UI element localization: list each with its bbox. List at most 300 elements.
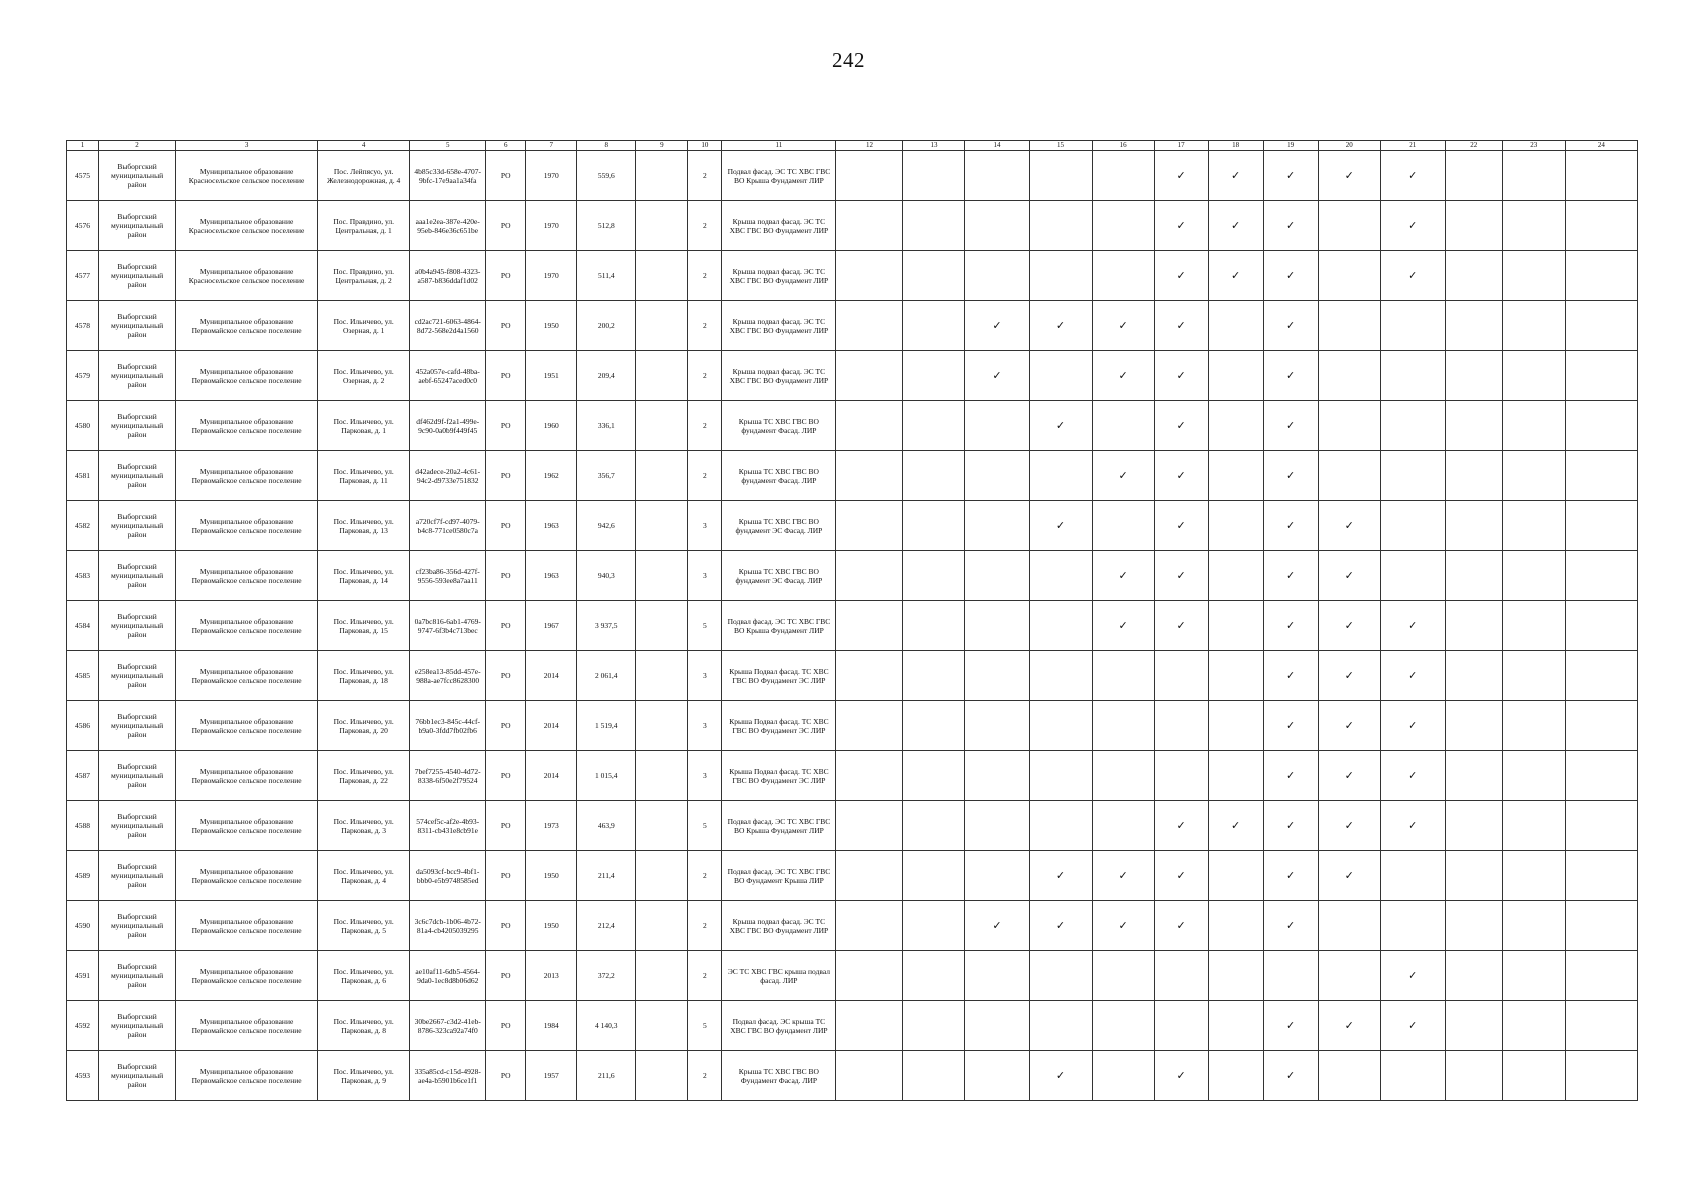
floors-cell: 5: [688, 801, 722, 851]
work-column-20-cell: [1318, 451, 1380, 501]
building-code-cell: cf23ba86-356d-427f-9556-593ee8a7aa11: [410, 551, 486, 601]
checkmark-icon: ✓: [1408, 719, 1418, 732]
checkmark-icon: ✓: [1286, 769, 1296, 782]
checkmark-icon: ✓: [1286, 269, 1296, 282]
column-number-header: 19: [1263, 141, 1318, 151]
work-column-18-cell: [1208, 1051, 1263, 1101]
checkmark-icon: ✓: [1118, 619, 1128, 632]
checkmark-icon: ✓: [1344, 569, 1354, 582]
work-column-24-cell: [1565, 1001, 1637, 1051]
work-column-24-cell: [1565, 701, 1637, 751]
work-column-20-cell: [1318, 801, 1380, 851]
column-number-header: 18: [1208, 141, 1263, 151]
work-column-15-cell: [1029, 1051, 1092, 1101]
building-code-cell: e258ea13-85dd-457e-988a-ae7fcc8628300: [410, 651, 486, 701]
table-row: [67, 351, 1638, 401]
column-9-cell: [636, 851, 688, 901]
area-cell: 212,4: [577, 901, 636, 951]
municipality-cell: Муниципальное образование Первомайское сельское поселение: [176, 901, 318, 951]
work-column-22-cell: [1445, 801, 1502, 851]
column-number-header: 6: [486, 141, 526, 151]
work-column-16-cell: [1092, 751, 1154, 801]
area-cell: 4 140,3: [577, 1001, 636, 1051]
address-cell: Пос. Ильичево, ул. Парковая, д. 13: [318, 501, 410, 551]
works-list-cell: Крыша подвал фасад. ЭС ТС ХВС ГВС ВО Фундамент ЛИР: [722, 201, 836, 251]
table-row: [67, 201, 1638, 251]
work-column-18-cell: [1208, 301, 1263, 351]
column-number-header: 20: [1318, 141, 1380, 151]
work-column-21-cell: [1380, 751, 1445, 801]
works-list-cell: Крыша ТС ХВС ГВС ВО фундамент Фасад. ЛИР: [722, 451, 836, 501]
work-column-22-cell: [1445, 201, 1502, 251]
checkmark-icon: ✓: [1176, 869, 1186, 882]
work-column-17-cell: [1154, 601, 1208, 651]
work-column-19-cell: [1263, 751, 1318, 801]
work-column-21-cell: [1380, 701, 1445, 751]
work-column-24-cell: [1565, 851, 1637, 901]
work-column-13-cell: [903, 401, 965, 451]
fund-form-cell: РО: [486, 951, 526, 1001]
checkmark-icon: ✓: [1286, 1019, 1296, 1032]
work-column-21-cell: [1380, 501, 1445, 551]
work-column-12-cell: [836, 501, 903, 551]
work-column-17-cell: [1154, 1051, 1208, 1101]
district-cell: Выборгский муниципальный район: [99, 651, 176, 701]
work-column-17-cell: [1154, 501, 1208, 551]
work-column-23-cell: [1502, 701, 1565, 751]
checkmark-icon: ✓: [1286, 219, 1296, 232]
work-column-15-cell: [1029, 951, 1092, 1001]
row-number: 4589: [67, 851, 99, 901]
checkmark-icon: ✓: [1286, 469, 1296, 482]
municipality-cell: Муниципальное образование Первомайское сельское поселение: [176, 801, 318, 851]
municipality-cell: Муниципальное образование Красносельское сельское поселение: [176, 151, 318, 201]
work-column-20-cell: [1318, 951, 1380, 1001]
district-cell: Выборгский муниципальный район: [99, 451, 176, 501]
address-cell: Пос. Ильичево, ул. Парковая, д. 5: [318, 901, 410, 951]
table-row: [67, 651, 1638, 701]
work-column-13-cell: [903, 351, 965, 401]
work-column-24-cell: [1565, 201, 1637, 251]
checkmark-icon: ✓: [1286, 919, 1296, 932]
area-cell: 942,6: [577, 501, 636, 551]
checkmark-icon: ✓: [1118, 869, 1128, 882]
checkmark-icon: ✓: [1231, 219, 1241, 232]
works-list-cell: Крыша ТС ХВС ГВС ВО фундамент ЭС Фасад. ЛИР: [722, 551, 836, 601]
checkmark-icon: ✓: [1176, 369, 1186, 382]
checkmark-icon: ✓: [1055, 419, 1066, 432]
year-cell: 1967: [526, 601, 577, 651]
row-number: 4590: [67, 901, 99, 951]
work-column-17-cell: [1154, 401, 1208, 451]
work-column-23-cell: [1502, 251, 1565, 301]
work-column-19-cell: [1263, 251, 1318, 301]
district-cell: Выборгский муниципальный район: [99, 801, 176, 851]
work-column-17-cell: [1154, 901, 1208, 951]
work-column-18-cell: [1208, 951, 1263, 1001]
table-row: [67, 501, 1638, 551]
work-column-24-cell: [1565, 751, 1637, 801]
work-column-14-cell: [965, 351, 1029, 401]
work-column-23-cell: [1502, 401, 1565, 451]
table-row: [67, 601, 1638, 651]
column-9-cell: [636, 751, 688, 801]
work-column-20-cell: [1318, 651, 1380, 701]
work-column-21-cell: [1380, 301, 1445, 351]
work-column-16-cell: [1092, 151, 1154, 201]
work-column-18-cell: [1208, 351, 1263, 401]
work-column-17-cell: [1154, 351, 1208, 401]
work-column-24-cell: [1565, 951, 1637, 1001]
column-9-cell: [636, 901, 688, 951]
floors-cell: 2: [688, 351, 722, 401]
area-cell: 372,2: [577, 951, 636, 1001]
work-column-23-cell: [1502, 751, 1565, 801]
checkmark-icon: ✓: [1344, 669, 1354, 682]
work-column-19-cell: [1263, 301, 1318, 351]
checkmark-icon: ✓: [1176, 469, 1186, 482]
fund-form-cell: РО: [486, 551, 526, 601]
area-cell: 211,4: [577, 851, 636, 901]
works-list-cell: Подвал фасад. ЭС ТС ХВС ГВС ВО Крыша Фундамент ЛИР: [722, 601, 836, 651]
checkmark-icon: ✓: [1176, 619, 1186, 632]
checkmark-icon: ✓: [1286, 569, 1296, 582]
work-column-20-cell: [1318, 501, 1380, 551]
work-column-21-cell: [1380, 901, 1445, 951]
checkmark-icon: ✓: [1344, 719, 1354, 732]
work-column-19-cell: [1263, 1001, 1318, 1051]
column-9-cell: [636, 201, 688, 251]
works-list-cell: Крыша подвал фасад. ЭС ТС ХВС ГВС ВО Фундамент ЛИР: [722, 901, 836, 951]
work-column-22-cell: [1445, 651, 1502, 701]
year-cell: 1970: [526, 201, 577, 251]
fund-form-cell: РО: [486, 801, 526, 851]
column-number-header: 24: [1565, 141, 1637, 151]
works-list-cell: Подвал фасад. ЭС крыша ТС ХВС ГВС ВО фундамент ЛИР: [722, 1001, 836, 1051]
work-column-24-cell: [1565, 901, 1637, 951]
work-column-17-cell: [1154, 301, 1208, 351]
row-number: 4576: [67, 201, 99, 251]
municipality-cell: Муниципальное образование Первомайское сельское поселение: [176, 1001, 318, 1051]
work-column-15-cell: [1029, 601, 1092, 651]
table-row: [67, 901, 1638, 951]
checkmark-icon: ✓: [1176, 219, 1186, 232]
column-number-header: 5: [410, 141, 486, 151]
municipality-cell: Муниципальное образование Первомайское сельское поселение: [176, 851, 318, 901]
work-column-18-cell: [1208, 401, 1263, 451]
work-column-16-cell: [1092, 251, 1154, 301]
work-column-18-cell: [1208, 551, 1263, 601]
column-9-cell: [636, 551, 688, 601]
district-cell: Выборгский муниципальный район: [99, 301, 176, 351]
floors-cell: 2: [688, 1051, 722, 1101]
column-9-cell: [636, 1051, 688, 1101]
work-column-20-cell: [1318, 551, 1380, 601]
fund-form-cell: РО: [486, 401, 526, 451]
work-column-18-cell: [1208, 151, 1263, 201]
floors-cell: 3: [688, 551, 722, 601]
fund-form-cell: РО: [486, 751, 526, 801]
checkmark-icon: ✓: [1408, 969, 1418, 982]
year-cell: 1970: [526, 151, 577, 201]
fund-form-cell: РО: [486, 601, 526, 651]
district-cell: Выборгский муниципальный район: [99, 601, 176, 651]
district-cell: Выборгский муниципальный район: [99, 501, 176, 551]
work-column-23-cell: [1502, 851, 1565, 901]
checkmark-icon: ✓: [1286, 819, 1296, 832]
work-column-16-cell: [1092, 651, 1154, 701]
work-column-19-cell: [1263, 151, 1318, 201]
column-number-header: 1: [67, 141, 99, 151]
area-cell: 940,3: [577, 551, 636, 601]
work-column-12-cell: [836, 151, 903, 201]
building-code-cell: 452a057e-cafd-48ba-aebf-65247aced0c0: [410, 351, 486, 401]
column-9-cell: [636, 701, 688, 751]
checkmark-icon: ✓: [1055, 519, 1066, 532]
work-column-21-cell: [1380, 1051, 1445, 1101]
checkmark-icon: ✓: [1286, 169, 1296, 182]
work-column-22-cell: [1445, 1051, 1502, 1101]
work-column-22-cell: [1445, 851, 1502, 901]
table-row: [67, 801, 1638, 851]
work-column-21-cell: [1380, 601, 1445, 651]
work-column-22-cell: [1445, 501, 1502, 551]
work-column-22-cell: [1445, 601, 1502, 651]
address-cell: Пос. Лейпясуо, ул. Железнодорожная, д. 4: [318, 151, 410, 201]
work-column-14-cell: [965, 701, 1029, 751]
table-row: [67, 301, 1638, 351]
work-column-16-cell: [1092, 901, 1154, 951]
work-column-13-cell: [903, 651, 965, 701]
work-column-14-cell: [965, 451, 1029, 501]
checkmark-icon: ✓: [1286, 519, 1296, 532]
work-column-14-cell: [965, 751, 1029, 801]
work-column-21-cell: [1380, 151, 1445, 201]
work-column-22-cell: [1445, 451, 1502, 501]
work-column-15-cell: [1029, 301, 1092, 351]
work-column-15-cell: [1029, 201, 1092, 251]
district-cell: Выборгский муниципальный район: [99, 351, 176, 401]
work-column-14-cell: [965, 301, 1029, 351]
work-column-17-cell: [1154, 801, 1208, 851]
table-row: [67, 851, 1638, 901]
row-number: 4593: [67, 1051, 99, 1101]
work-column-23-cell: [1502, 1001, 1565, 1051]
floors-cell: 2: [688, 201, 722, 251]
work-column-20-cell: [1318, 301, 1380, 351]
work-column-12-cell: [836, 1051, 903, 1101]
area-cell: 1 519,4: [577, 701, 636, 751]
address-cell: Пос. Ильичево, ул. Парковая, д. 9: [318, 1051, 410, 1101]
work-column-13-cell: [903, 901, 965, 951]
fund-form-cell: РО: [486, 701, 526, 751]
checkmark-icon: ✓: [1408, 1019, 1418, 1032]
work-column-24-cell: [1565, 601, 1637, 651]
work-column-13-cell: [903, 1051, 965, 1101]
row-number: 4585: [67, 651, 99, 701]
work-column-18-cell: [1208, 1001, 1263, 1051]
work-column-16-cell: [1092, 551, 1154, 601]
year-cell: 1984: [526, 1001, 577, 1051]
work-column-18-cell: [1208, 451, 1263, 501]
column-number-header: 13: [903, 141, 965, 151]
district-cell: Выборгский муниципальный район: [99, 951, 176, 1001]
column-number-header: 9: [636, 141, 688, 151]
area-cell: 2 061,4: [577, 651, 636, 701]
floors-cell: 5: [688, 601, 722, 651]
municipality-cell: Муниципальное образование Первомайское сельское поселение: [176, 651, 318, 701]
works-list-cell: Крыша подвал фасад. ЭС ТС ХВС ГВС ВО Фундамент ЛИР: [722, 351, 836, 401]
work-column-23-cell: [1502, 901, 1565, 951]
work-column-17-cell: [1154, 951, 1208, 1001]
work-column-19-cell: [1263, 201, 1318, 251]
work-column-12-cell: [836, 651, 903, 701]
checkmark-icon: ✓: [1176, 819, 1186, 832]
work-column-14-cell: [965, 801, 1029, 851]
checkmark-icon: ✓: [1286, 319, 1296, 332]
year-cell: 1957: [526, 1051, 577, 1101]
municipality-cell: Муниципальное образование Первомайское сельское поселение: [176, 401, 318, 451]
address-cell: Пос. Ильичево, ул. Парковая, д. 6: [318, 951, 410, 1001]
work-column-24-cell: [1565, 1051, 1637, 1101]
year-cell: 1950: [526, 901, 577, 951]
work-column-15-cell: [1029, 751, 1092, 801]
work-column-14-cell: [965, 1001, 1029, 1051]
fund-form-cell: РО: [486, 151, 526, 201]
checkmark-icon: ✓: [1176, 519, 1186, 532]
works-list-cell: Подвал фасад. ЭС ТС ХВС ГВС ВО Фундамент Крыша ЛИР: [722, 851, 836, 901]
table-row: [67, 251, 1638, 301]
municipality-cell: Муниципальное образование Первомайское сельское поселение: [176, 601, 318, 651]
work-column-19-cell: [1263, 1051, 1318, 1101]
municipality-cell: Муниципальное образование Первомайское сельское поселение: [176, 451, 318, 501]
floors-cell: 2: [688, 451, 722, 501]
work-column-21-cell: [1380, 401, 1445, 451]
work-column-12-cell: [836, 701, 903, 751]
year-cell: 1950: [526, 851, 577, 901]
checkmark-icon: ✓: [1055, 1069, 1066, 1082]
address-cell: Пос. Ильичево, ул. Парковая, д. 4: [318, 851, 410, 901]
area-cell: 511,4: [577, 251, 636, 301]
work-column-15-cell: [1029, 901, 1092, 951]
checkmark-icon: ✓: [992, 369, 1002, 382]
works-list-cell: Подвал фасад. ЭС ТС ХВС ГВС ВО Крыша Фундамент ЛИР: [722, 151, 836, 201]
building-code-cell: d42adece-20a2-4c61-94c2-d9733e751832: [410, 451, 486, 501]
year-cell: 2013: [526, 951, 577, 1001]
work-column-12-cell: [836, 1001, 903, 1051]
row-number: 4577: [67, 251, 99, 301]
table-row: [67, 451, 1638, 501]
checkmark-icon: ✓: [1344, 519, 1354, 532]
district-cell: Выборгский муниципальный район: [99, 201, 176, 251]
building-code-cell: 0a7bc816-6ab1-4769-9747-6f3b4c713bec: [410, 601, 486, 651]
work-column-16-cell: [1092, 701, 1154, 751]
checkmark-icon: ✓: [1344, 769, 1354, 782]
work-column-22-cell: [1445, 701, 1502, 751]
work-column-12-cell: [836, 951, 903, 1001]
work-column-14-cell: [965, 851, 1029, 901]
municipality-cell: Муниципальное образование Первомайское сельское поселение: [176, 1051, 318, 1101]
checkmark-icon: ✓: [1286, 619, 1296, 632]
work-column-22-cell: [1445, 951, 1502, 1001]
checkmark-icon: ✓: [1176, 419, 1186, 432]
work-column-16-cell: [1092, 351, 1154, 401]
municipality-cell: Муниципальное образование Красносельское сельское поселение: [176, 201, 318, 251]
column-number-row: [67, 141, 1638, 151]
work-column-19-cell: [1263, 801, 1318, 851]
work-column-24-cell: [1565, 651, 1637, 701]
building-code-cell: 3c6c7dcb-1b06-4b72-81a4-cb4205039295: [410, 901, 486, 951]
work-column-22-cell: [1445, 751, 1502, 801]
work-column-15-cell: [1029, 851, 1092, 901]
floors-cell: 2: [688, 251, 722, 301]
address-cell: Пос. Ильичево, ул. Парковая, д. 11: [318, 451, 410, 501]
work-column-18-cell: [1208, 801, 1263, 851]
work-column-19-cell: [1263, 451, 1318, 501]
district-cell: Выборгский муниципальный район: [99, 901, 176, 951]
checkmark-icon: ✓: [1408, 669, 1418, 682]
work-column-19-cell: [1263, 701, 1318, 751]
district-cell: Выборгский муниципальный район: [99, 251, 176, 301]
work-column-13-cell: [903, 801, 965, 851]
checkmark-icon: ✓: [1055, 919, 1066, 932]
address-cell: Пос. Ильичево, ул. Парковая, д. 14: [318, 551, 410, 601]
works-list-cell: ЭС ТС ХВС ГВС крыша подвал фасад. ЛИР: [722, 951, 836, 1001]
column-number-header: 4: [318, 141, 410, 151]
checkmark-icon: ✓: [1176, 1069, 1186, 1082]
work-column-20-cell: [1318, 1051, 1380, 1101]
work-column-12-cell: [836, 801, 903, 851]
floors-cell: 2: [688, 301, 722, 351]
work-column-16-cell: [1092, 301, 1154, 351]
checkmark-icon: ✓: [1344, 619, 1354, 632]
work-column-23-cell: [1502, 651, 1565, 701]
work-column-20-cell: [1318, 201, 1380, 251]
column-number-header: 23: [1502, 141, 1565, 151]
checkmark-icon: ✓: [1176, 319, 1186, 332]
work-column-23-cell: [1502, 451, 1565, 501]
work-column-15-cell: [1029, 501, 1092, 551]
work-column-22-cell: [1445, 251, 1502, 301]
works-list-cell: Крыша ТС ХВС ГВС ВО Фундамент Фасад. ЛИР: [722, 1051, 836, 1101]
work-column-20-cell: [1318, 1001, 1380, 1051]
municipality-cell: Муниципальное образование Красносельское сельское поселение: [176, 251, 318, 301]
year-cell: 1962: [526, 451, 577, 501]
work-column-14-cell: [965, 601, 1029, 651]
work-column-22-cell: [1445, 1001, 1502, 1051]
work-column-19-cell: [1263, 601, 1318, 651]
work-column-21-cell: [1380, 451, 1445, 501]
work-column-17-cell: [1154, 451, 1208, 501]
work-column-19-cell: [1263, 651, 1318, 701]
area-cell: 209,4: [577, 351, 636, 401]
row-number: 4587: [67, 751, 99, 801]
work-column-20-cell: [1318, 351, 1380, 401]
column-number-header: 21: [1380, 141, 1445, 151]
work-column-19-cell: [1263, 951, 1318, 1001]
floors-cell: 2: [688, 951, 722, 1001]
checkmark-icon: ✓: [1286, 719, 1296, 732]
work-column-20-cell: [1318, 851, 1380, 901]
checkmark-icon: ✓: [1408, 219, 1418, 232]
work-column-19-cell: [1263, 851, 1318, 901]
checkmark-icon: ✓: [1118, 919, 1128, 932]
work-column-23-cell: [1502, 501, 1565, 551]
fund-form-cell: РО: [486, 651, 526, 701]
work-column-17-cell: [1154, 751, 1208, 801]
building-code-cell: aaa1e2ea-387e-420e-95eb-846e36c651be: [410, 201, 486, 251]
table-row: [67, 751, 1638, 801]
